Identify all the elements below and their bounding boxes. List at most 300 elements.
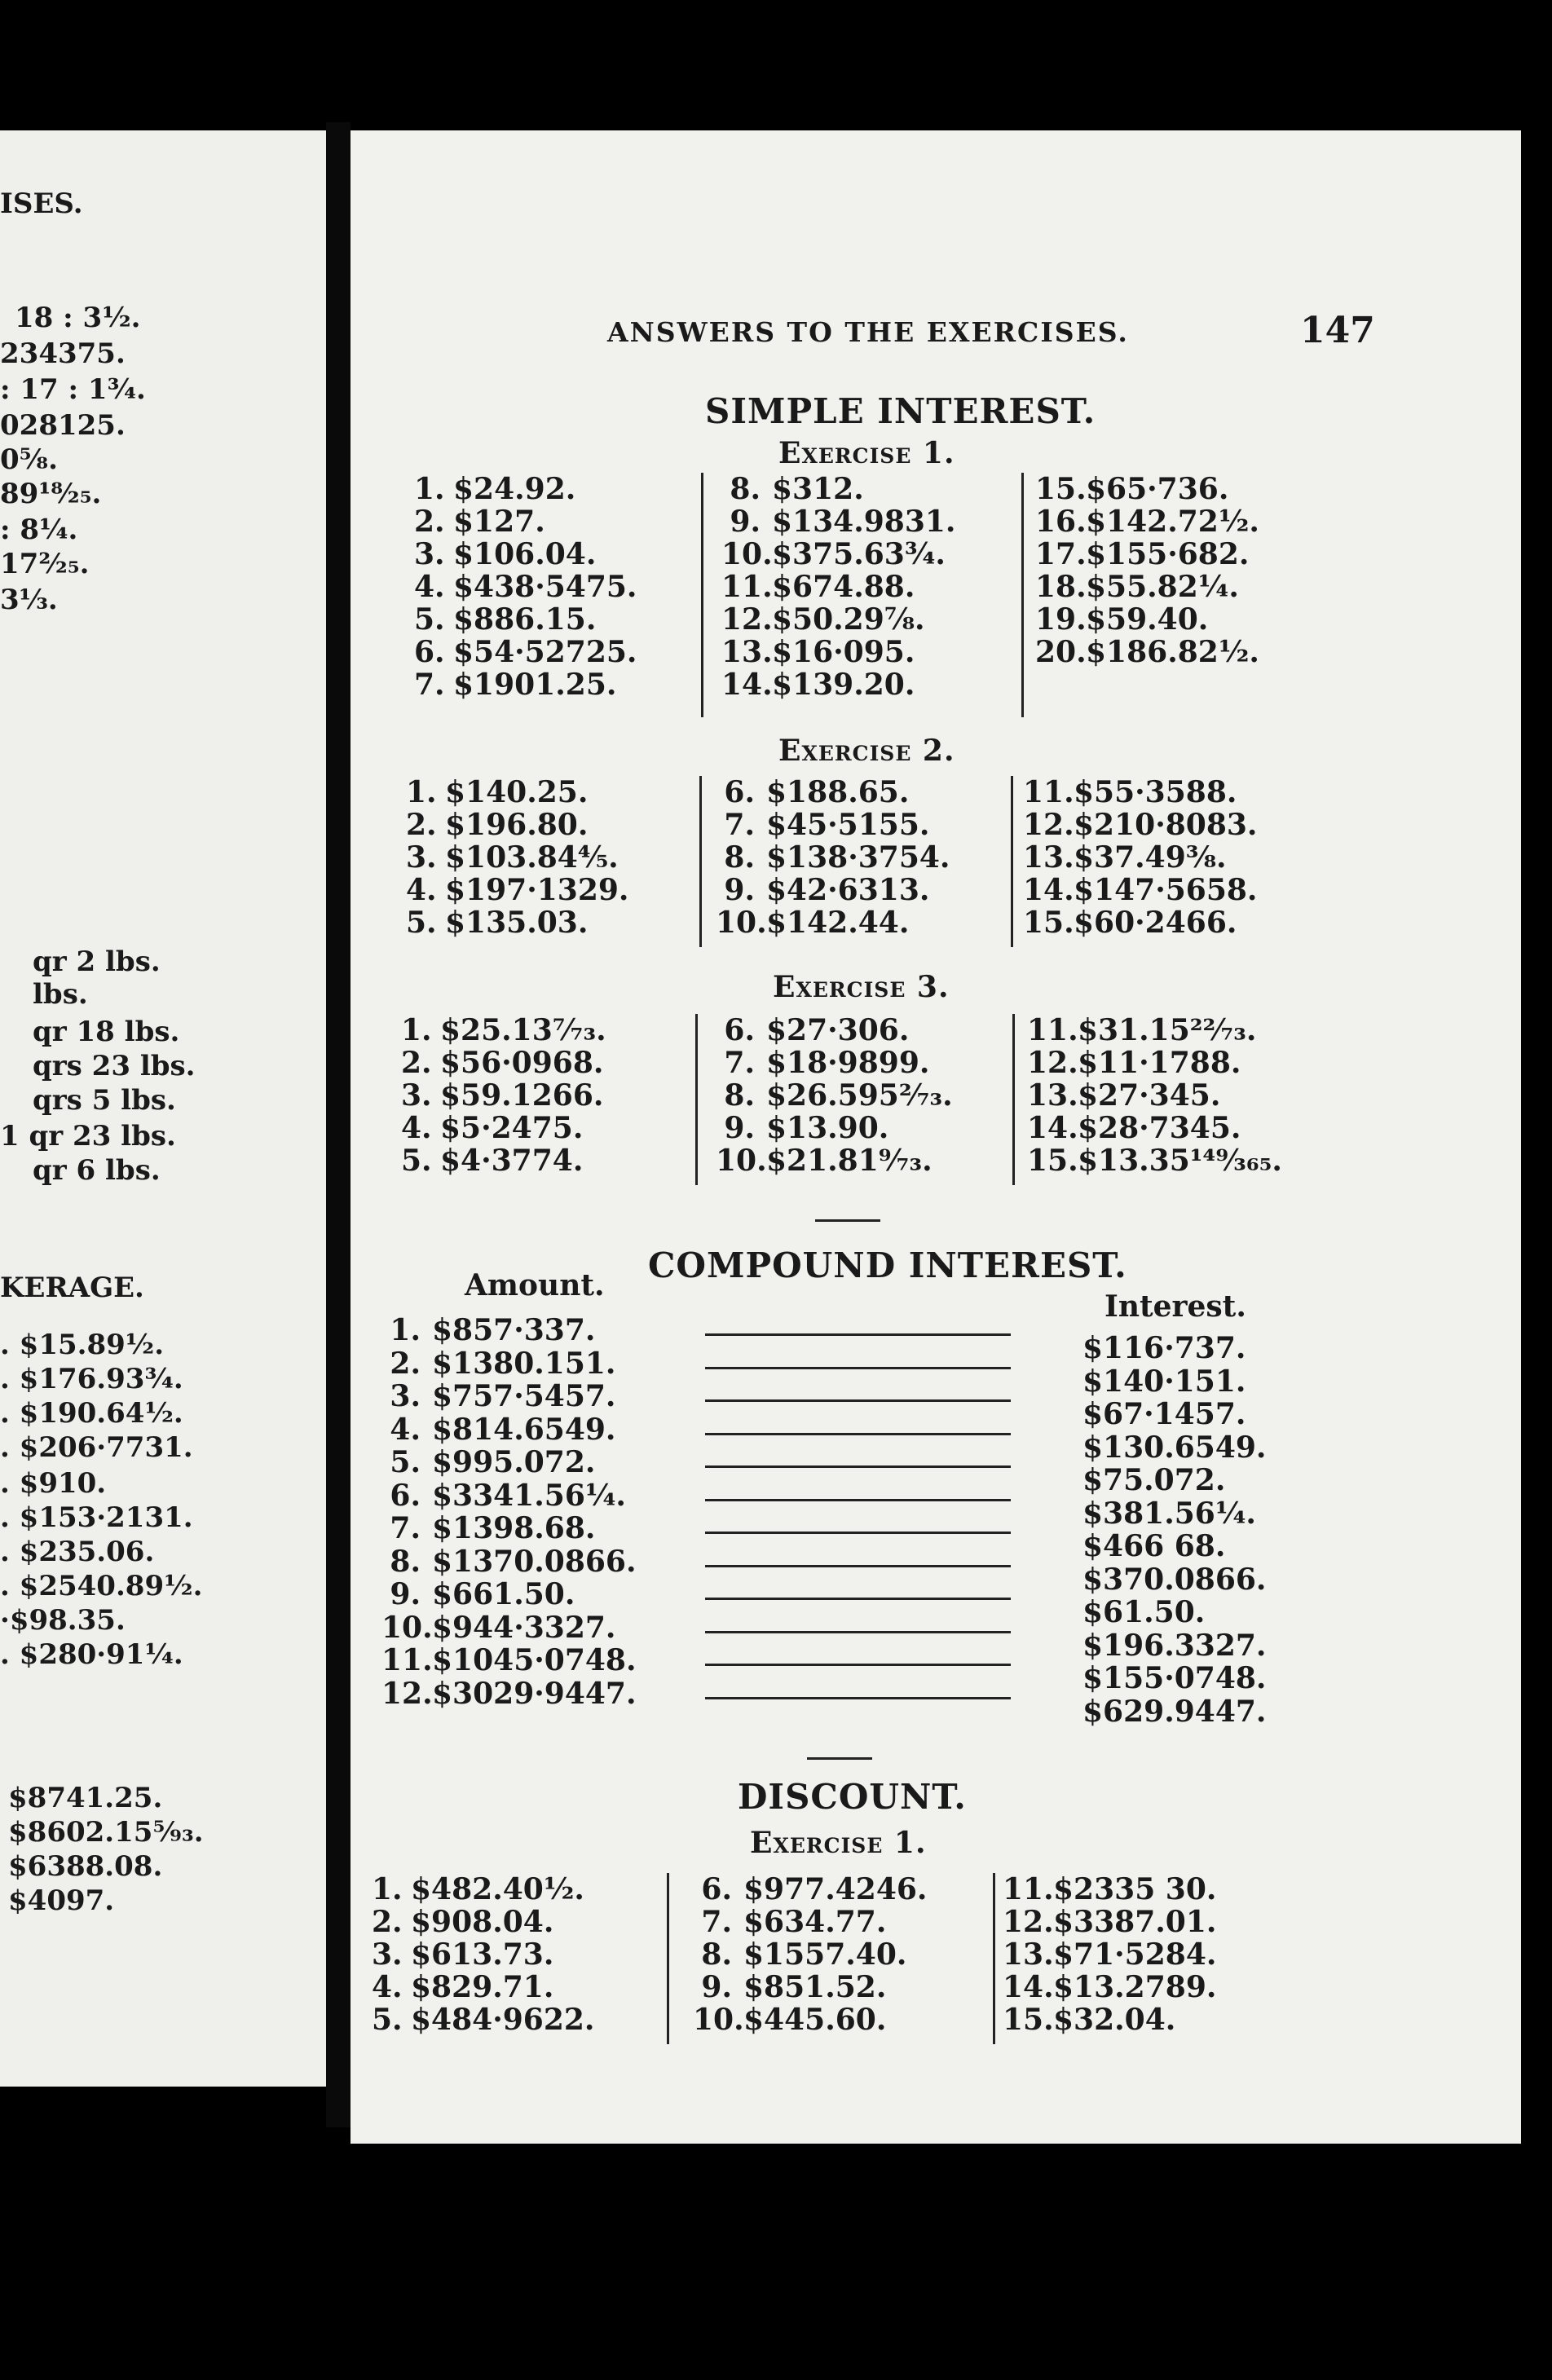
answer-row (414, 603, 637, 636)
answer-number: 9. (724, 873, 755, 907)
interest-heading: Interest. (1104, 1289, 1246, 1324)
left-page-text: lbs. (33, 978, 88, 1011)
answer-number: 15. (1027, 1144, 1078, 1178)
answer-value: $674.88. (772, 570, 915, 604)
answer-number: 12. (1027, 1046, 1078, 1080)
discount-exercise-label: Exercise 1. (750, 1826, 927, 1860)
answer-value: $54·52725. (453, 635, 637, 669)
answer-value: $59.40. (1086, 602, 1209, 637)
answer-row (1003, 1906, 1216, 1938)
answer-row (1023, 776, 1257, 809)
answer-value: $18·9899. (766, 1046, 930, 1080)
answer-value: $977.4246. (743, 1872, 928, 1906)
interest-value: $61.50. (1082, 1595, 1206, 1629)
amount-value: $1398.68. (432, 1511, 596, 1545)
answer-value: $65·736. (1086, 472, 1229, 506)
compound-amount-row (381, 1512, 595, 1545)
answer-row (693, 1873, 927, 1906)
answer-number: 8. (390, 1544, 421, 1579)
page-147 (351, 130, 1521, 2144)
leader-rule (705, 1598, 1011, 1600)
answer-number: 5. (390, 1445, 421, 1479)
left-page-text: 89¹⁸⁄₂₅. (0, 478, 102, 510)
answer-number: 3. (406, 840, 437, 875)
answer-column (401, 1014, 606, 1177)
answer-row (414, 538, 637, 571)
answer-row (401, 1047, 606, 1079)
answer-number: 14. (1027, 1111, 1078, 1145)
answer-value: $1557.40. (743, 1937, 907, 1972)
answer-number: 1. (406, 775, 437, 809)
answer-row (372, 2003, 594, 2036)
answer-value: $16·095. (772, 635, 915, 669)
compound-amount-row (381, 1479, 626, 1512)
exercise-label: Exercise 2. (778, 734, 955, 768)
answer-value: $139.20. (772, 668, 915, 702)
answer-number: 3. (401, 1078, 432, 1113)
compound-amount-row (381, 1677, 637, 1710)
amount-value: $661.50. (432, 1577, 575, 1611)
answer-value: $27·345. (1078, 1078, 1221, 1113)
answer-value: $138·3754. (766, 840, 950, 875)
answer-row (693, 1971, 927, 2003)
left-page-text: qrs 23 lbs. (33, 1050, 196, 1082)
answer-number: 4. (390, 1412, 421, 1447)
answer-value: $142.72½. (1086, 505, 1259, 539)
left-page-text: 3⅓. (0, 584, 58, 616)
answer-number: 7. (390, 1511, 421, 1545)
answer-number: 7. (724, 808, 755, 842)
answer-row (414, 636, 637, 668)
answer-number: 10. (716, 1144, 767, 1178)
leader-rule (705, 1367, 1011, 1369)
answer-row (721, 538, 955, 571)
answer-number: 15. (1003, 2003, 1054, 2037)
answer-row (1035, 538, 1259, 571)
leader-rule (705, 1465, 1011, 1468)
amount-value: $1370.0866. (432, 1544, 637, 1579)
answer-row (1035, 473, 1259, 505)
left-page-text: . $176.93¾. (0, 1363, 183, 1395)
divider-rule (807, 1757, 872, 1760)
answer-row (1023, 809, 1257, 841)
answer-value: $634.77. (743, 1905, 887, 1939)
answer-number: 6. (414, 635, 445, 669)
answer-number: 3. (390, 1379, 421, 1413)
answer-number: 9. (390, 1577, 421, 1611)
answer-number: 13. (1023, 840, 1074, 875)
answer-number: 6. (701, 1872, 732, 1906)
answer-number: 2. (401, 1046, 432, 1080)
answer-number: 11. (721, 570, 773, 604)
answer-value: $484·9622. (411, 2003, 595, 2037)
answer-row (716, 809, 950, 841)
answer-row (716, 1014, 953, 1047)
answer-number: 5. (372, 2003, 403, 2037)
answer-row (1035, 571, 1259, 603)
answer-number: 12. (381, 1676, 433, 1711)
answer-number: 4. (414, 570, 445, 604)
answer-value: $2335 30. (1053, 1872, 1217, 1906)
compound-amount-row (381, 1578, 575, 1611)
interest-value: $629.9447. (1082, 1694, 1267, 1729)
answer-number: 8. (730, 472, 761, 506)
answer-value: $37.49⅜. (1074, 840, 1227, 875)
leader-rule (705, 1664, 1011, 1666)
answer-row (406, 906, 628, 939)
answer-row (693, 1906, 927, 1938)
answer-row (406, 841, 628, 874)
answer-row (1023, 841, 1257, 874)
answer-row (721, 571, 955, 603)
answer-number: 7. (724, 1046, 755, 1080)
answer-row (1003, 1873, 1216, 1906)
interest-value: $67·1457. (1082, 1397, 1246, 1431)
left-page-text: . $235.06. (0, 1536, 155, 1568)
answer-value: $135.03. (445, 906, 589, 940)
answer-number: 15. (1023, 906, 1074, 940)
answer-number: 2. (372, 1905, 403, 1939)
answer-value: $31.15²²⁄₇₃. (1078, 1013, 1257, 1047)
answer-column (406, 776, 628, 939)
answer-number: 5. (401, 1144, 432, 1178)
answer-value: $445.60. (743, 2003, 887, 2037)
answer-row (716, 906, 950, 939)
answer-number: 1. (390, 1313, 421, 1347)
left-page-text: . $2540.89½. (0, 1570, 203, 1602)
answer-number: 10. (721, 537, 773, 571)
answer-value: $13.35¹⁴⁹⁄₃₆₅. (1078, 1144, 1282, 1178)
left-page-text: . $153·2131. (0, 1501, 193, 1534)
answer-number: 11. (1023, 775, 1074, 809)
answer-value: $1901.25. (453, 668, 617, 702)
answer-number: 6. (724, 775, 755, 809)
answer-number: 9. (730, 505, 761, 539)
answer-row (716, 1047, 953, 1079)
page-gutter (326, 122, 351, 2127)
left-page-text: . $280·91¼. (0, 1638, 183, 1671)
answer-value: $196.80. (445, 808, 589, 842)
answer-number: 4. (401, 1111, 432, 1145)
answer-number: 14. (1003, 1970, 1054, 2004)
answer-value: $438·5475. (453, 570, 637, 604)
answer-value: $127. (453, 505, 545, 539)
answer-value: $134.9831. (772, 505, 956, 539)
answer-number: 10. (693, 2003, 744, 2037)
column-rule (993, 1873, 995, 2044)
amount-value: $814.6549. (432, 1412, 616, 1447)
answer-column (414, 473, 637, 701)
answer-number: 11. (1003, 1872, 1054, 1906)
answer-number: 4. (406, 873, 437, 907)
answer-value: $908.04. (411, 1905, 554, 1939)
answer-column (721, 473, 955, 701)
compound-amount-row (381, 1545, 637, 1578)
answer-number: 7. (414, 668, 445, 702)
amount-value: $3029·9447. (432, 1676, 637, 1711)
answer-number: 14. (1023, 873, 1074, 907)
answer-number: 4. (372, 1970, 403, 2004)
answer-value: $482.40½. (411, 1872, 584, 1906)
answer-row (1035, 636, 1259, 668)
answer-row (721, 636, 955, 668)
answer-number: 13. (1027, 1078, 1078, 1113)
amount-value: $757·5457. (432, 1379, 616, 1413)
amount-value: $1380.151. (432, 1346, 616, 1381)
answer-row (1003, 1971, 1216, 2003)
compound-amount-row (381, 1413, 615, 1446)
answer-number: 8. (724, 1078, 755, 1113)
amount-value: $944·3327. (432, 1610, 616, 1645)
answer-number: 1. (372, 1872, 403, 1906)
answer-value: $55·3588. (1074, 775, 1237, 809)
answer-row (693, 1938, 927, 1971)
answer-row (721, 505, 955, 538)
answer-value: $56·0968. (440, 1046, 604, 1080)
answer-row (1003, 2003, 1216, 2036)
answer-row (401, 1014, 606, 1047)
left-page-fragment (0, 130, 326, 2087)
leader-rule (705, 1333, 1011, 1336)
answer-value: $197·1329. (445, 873, 629, 907)
answer-row (716, 1144, 953, 1177)
answer-value: $71·5284. (1053, 1937, 1217, 1972)
interest-value: $140·151. (1082, 1364, 1246, 1399)
column-rule (1011, 776, 1013, 947)
answer-number: 7. (701, 1905, 732, 1939)
answer-row (401, 1079, 606, 1112)
answer-column (693, 1873, 927, 2036)
answer-value: $375.63¾. (772, 537, 946, 571)
left-page-text: $8741.25. (8, 1782, 163, 1814)
left-page-text: . $206·7731. (0, 1431, 193, 1464)
answer-row (721, 473, 955, 505)
answer-number: 16. (1035, 505, 1087, 539)
answer-number: 11. (1027, 1013, 1078, 1047)
column-rule (667, 1873, 669, 2044)
answer-value: $45·5155. (766, 808, 930, 842)
left-page-text: 0⁵⁄₈. (0, 443, 58, 476)
interest-value: $196.3327. (1082, 1628, 1267, 1663)
column-rule (695, 1014, 698, 1185)
answer-column (716, 1014, 953, 1177)
running-header: ANSWERS TO THE EXERCISES. (607, 316, 1129, 348)
answer-number: 2. (414, 505, 445, 539)
answer-value: $13.90. (766, 1111, 889, 1145)
answer-value: $851.52. (743, 1970, 887, 2004)
left-page-text: qr 18 lbs. (33, 1016, 180, 1048)
answer-value: $210·8083. (1074, 808, 1258, 842)
left-page-text: . $910. (0, 1467, 107, 1500)
answer-row (1003, 1938, 1216, 1971)
answer-row (406, 874, 628, 906)
answer-number: 13. (1003, 1937, 1054, 1972)
answer-row (406, 776, 628, 809)
answer-value: $613.73. (411, 1937, 554, 1972)
answer-row (414, 668, 637, 701)
answer-row (414, 571, 637, 603)
answer-number: 12. (1023, 808, 1074, 842)
answer-row (721, 668, 955, 701)
answer-row (401, 1112, 606, 1144)
answer-value: $26.595²⁄₇₃. (766, 1078, 953, 1113)
compound-amount-row (381, 1380, 615, 1413)
compound-interest-title: COMPOUND INTEREST. (648, 1245, 1127, 1285)
answer-value: $142.44. (766, 906, 910, 940)
interest-value: $155·0748. (1082, 1661, 1267, 1695)
answer-value: $829.71. (411, 1970, 554, 2004)
answer-row (372, 1906, 594, 1938)
left-page-text: . $190.64½. (0, 1397, 183, 1430)
answer-value: $13.2789. (1053, 1970, 1217, 2004)
column-rule (701, 473, 703, 717)
answer-row (716, 776, 950, 809)
left-page-text: qrs 5 lbs. (33, 1084, 176, 1117)
left-page-text: $6388.08. (8, 1850, 163, 1883)
amount-value: $3341.56¼. (432, 1478, 626, 1513)
answer-number: 1. (401, 1013, 432, 1047)
answer-number: 5. (406, 906, 437, 940)
answer-number: 17. (1035, 537, 1087, 571)
answer-value: $188.65. (766, 775, 910, 809)
exercise-label: Exercise 3. (773, 970, 950, 1004)
answer-value: $147·5658. (1074, 873, 1258, 907)
answer-number: 6. (390, 1478, 421, 1513)
answer-value: $106.04. (453, 537, 597, 571)
interest-value: $466 68. (1082, 1529, 1226, 1563)
answer-number: 19. (1035, 602, 1087, 637)
answer-number: 20. (1035, 635, 1087, 669)
amount-value: $1045·0748. (432, 1643, 637, 1677)
compound-amount-row (381, 1446, 595, 1479)
leader-rule (705, 1631, 1011, 1633)
amount-value: $857·337. (432, 1313, 596, 1347)
answer-value: $25.13⁷⁄₇₃. (440, 1013, 606, 1047)
compound-amount-row (381, 1611, 615, 1644)
answer-value: $886.15. (453, 602, 597, 637)
answer-number: 15. (1035, 472, 1087, 506)
column-rule (699, 776, 702, 947)
answer-number: 3. (372, 1937, 403, 1972)
answer-value: $24.92. (453, 472, 576, 506)
answer-number: 11. (381, 1643, 433, 1677)
answer-row (1023, 906, 1257, 939)
answer-column (1027, 1014, 1282, 1177)
answer-value: $42·6313. (766, 873, 930, 907)
answer-row (693, 2003, 927, 2036)
simple-interest-title: SIMPLE INTEREST. (705, 391, 1096, 431)
answer-number: 2. (390, 1346, 421, 1381)
left-page-text: : 17 : 1¾. (0, 373, 146, 406)
left-page-text: $8602.15⁵⁄₉₃. (8, 1816, 204, 1849)
left-page-text: ISES. (0, 187, 83, 220)
left-page-text: . $15.89½. (0, 1329, 165, 1361)
answer-value: $28·7345. (1078, 1111, 1241, 1145)
answer-number: 6. (724, 1013, 755, 1047)
answer-row (1027, 1144, 1282, 1177)
answer-value: $103.84⅘. (445, 840, 619, 875)
answer-row (1035, 505, 1259, 538)
answer-value: $140.25. (445, 775, 589, 809)
divider-rule (815, 1219, 880, 1222)
answer-value: $32.04. (1053, 2003, 1176, 2037)
answer-number: 14. (721, 668, 773, 702)
answer-column (372, 1873, 594, 2036)
answer-number: 10. (716, 906, 767, 940)
answer-number: 13. (721, 635, 773, 669)
answer-row (414, 473, 637, 505)
left-page-text: 028125. (0, 409, 126, 442)
answer-column (1023, 776, 1257, 939)
answer-row (1023, 874, 1257, 906)
answer-number: 12. (721, 602, 773, 637)
page-number: 147 (1300, 310, 1375, 351)
answer-row (1027, 1112, 1282, 1144)
left-page-text: ·$98.35. (0, 1604, 126, 1637)
answer-row (1027, 1047, 1282, 1079)
interest-value: $370.0866. (1082, 1562, 1267, 1597)
answer-number: 9. (701, 1970, 732, 2004)
compound-amount-row (381, 1347, 615, 1380)
answer-number: 1. (414, 472, 445, 506)
answer-number: 9. (724, 1111, 755, 1145)
left-page-text: 17²⁄₂₅. (0, 548, 90, 580)
left-page-text: KERAGE. (0, 1272, 144, 1304)
answer-value: $3387.01. (1053, 1905, 1217, 1939)
left-page-text: qr 6 lbs. (33, 1154, 161, 1187)
leader-rule (705, 1399, 1011, 1402)
leader-rule (705, 1532, 1011, 1534)
answer-row (716, 874, 950, 906)
answer-number: 10. (381, 1610, 433, 1645)
left-page-text: 234375. (0, 337, 126, 370)
compound-amount-row (381, 1314, 595, 1346)
discount-title: DISCOUNT. (738, 1777, 967, 1817)
answer-value: $312. (772, 472, 864, 506)
leader-rule (705, 1433, 1011, 1435)
answer-number: 8. (724, 840, 755, 875)
left-page-text: : 8¼. (0, 513, 78, 546)
column-rule (1021, 473, 1024, 717)
answer-number: 3. (414, 537, 445, 571)
leader-rule (705, 1697, 1011, 1699)
left-page-text: $4097. (8, 1884, 115, 1917)
answer-value: $59.1266. (440, 1078, 604, 1113)
answer-row (401, 1144, 606, 1177)
interest-value: $130.6549. (1082, 1430, 1267, 1465)
leader-rule (705, 1565, 1011, 1567)
answer-value: $27·306. (766, 1013, 910, 1047)
answer-row (1027, 1079, 1282, 1112)
interest-value: $381.56¼. (1082, 1496, 1256, 1531)
left-page-text: qr 2 lbs. (33, 945, 161, 978)
amount-value: $995.072. (432, 1445, 596, 1479)
answer-column (1003, 1873, 1216, 2036)
column-rule (1012, 1014, 1015, 1185)
leader-rule (705, 1499, 1011, 1501)
answer-row (414, 505, 637, 538)
answer-value: $155·682. (1086, 537, 1250, 571)
answer-row (1035, 603, 1259, 636)
answer-column (716, 776, 950, 939)
left-page-text: 1 qr 23 lbs. (0, 1120, 176, 1153)
answer-row (406, 809, 628, 841)
exercise-label: Exercise 1. (778, 436, 955, 470)
answer-value: $21.81⁹⁄₇₃. (766, 1144, 933, 1178)
answer-value: $11·1788. (1078, 1046, 1241, 1080)
answer-value: $60·2466. (1074, 906, 1237, 940)
interest-value: $75.072. (1082, 1463, 1226, 1497)
